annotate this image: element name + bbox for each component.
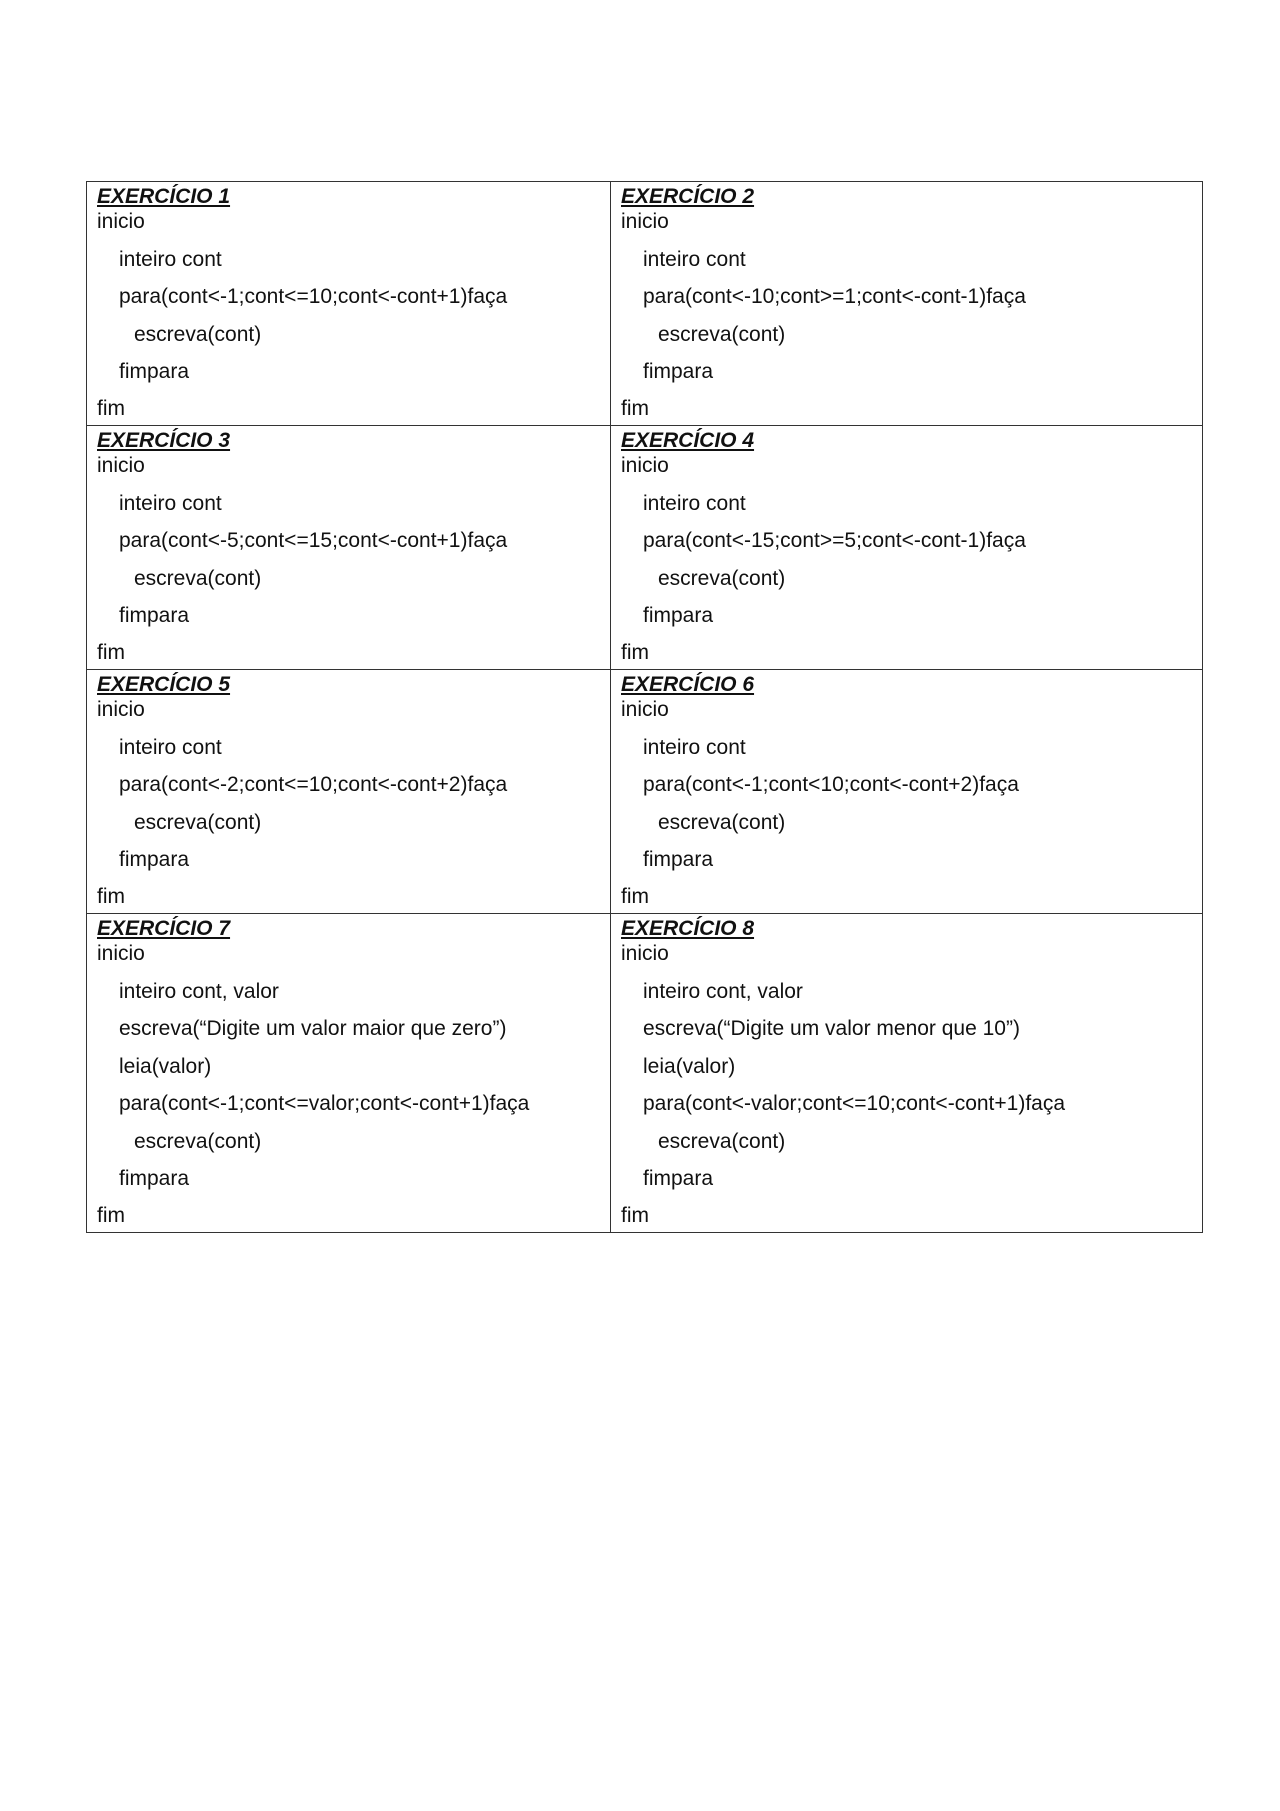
code-line: para(cont<-5;cont<=15;cont<-cont+1)faça (119, 529, 508, 552)
code-line: leia(valor) (119, 1054, 212, 1078)
exercise-cell-5 (87, 670, 611, 914)
exercise-title: EXERCÍCIO 3 (97, 429, 231, 452)
exercise-cell-2 (611, 182, 1203, 426)
code-line: para(cont<-valor;cont<=10;cont<-cont+1)faça (643, 1092, 1066, 1115)
code-line: para(cont<-1;cont<=valor;cont<-cont+1)faça (119, 1092, 530, 1115)
table-row (87, 182, 1203, 426)
code-line: inteiro cont (643, 491, 746, 515)
code-line: inteiro cont (119, 735, 222, 759)
exercise-table (86, 181, 1203, 1233)
exercise-title: EXERCÍCIO 2 (621, 185, 755, 208)
code-line: para(cont<-1;cont<=10;cont<-cont+1)faça (119, 285, 508, 308)
table-row (87, 426, 1203, 670)
code-line: leia(valor) (643, 1054, 736, 1078)
exercise-cell-1 (87, 182, 611, 426)
code-line: inicio (621, 454, 669, 477)
code-line: inicio (97, 210, 145, 233)
exercise-title: EXERCÍCIO 1 (97, 185, 231, 208)
code-line: fim (621, 397, 649, 420)
code-line: escreva(cont) (658, 810, 786, 834)
code-line: inteiro cont (119, 247, 222, 271)
exercise-title: EXERCÍCIO 8 (621, 917, 755, 940)
exercise-cell-8 (611, 914, 1203, 1233)
exercise-title: EXERCÍCIO 4 (621, 429, 755, 452)
code-line: para(cont<-1;cont<10;cont<-cont+2)faça (643, 773, 1019, 796)
code-line: inicio (97, 454, 145, 477)
code-line: fim (97, 885, 125, 908)
code-line: fimpara (643, 1167, 714, 1190)
code-line: inteiro cont, valor (119, 979, 279, 1003)
exercise-cell-6 (611, 670, 1203, 914)
code-line: fim (97, 397, 125, 420)
exercise-title: EXERCÍCIO 5 (97, 673, 231, 696)
code-line: fim (621, 641, 649, 664)
code-line: escreva(cont) (658, 566, 786, 590)
code-line: inteiro cont (119, 491, 222, 515)
exercise-title: EXERCÍCIO 7 (97, 917, 231, 940)
exercise-title: EXERCÍCIO 6 (621, 673, 755, 696)
exercise-cell-3 (87, 426, 611, 670)
code-line: inteiro cont (643, 247, 746, 271)
code-line: fimpara (643, 604, 714, 627)
code-line: inicio (621, 698, 669, 721)
code-line: inicio (97, 942, 145, 965)
code-line: fim (621, 885, 649, 908)
code-line: para(cont<-2;cont<=10;cont<-cont+2)faça (119, 773, 508, 796)
table-row (87, 914, 1203, 1233)
code-line: escreva(cont) (134, 566, 262, 590)
code-line: para(cont<-15;cont>=5;cont<-cont-1)faça (643, 529, 1026, 552)
code-line: fim (97, 1204, 125, 1227)
code-line: fim (621, 1204, 649, 1227)
code-line: fimpara (119, 1167, 190, 1190)
code-line: inicio (97, 698, 145, 721)
code-line: fimpara (119, 604, 190, 627)
code-line: fimpara (643, 360, 714, 383)
code-line: inteiro cont (643, 735, 746, 759)
code-line: escreva(cont) (658, 322, 786, 346)
code-line: fimpara (643, 848, 714, 871)
table-row (87, 670, 1203, 914)
code-line: para(cont<-10;cont>=1;cont<-cont-1)faça (643, 285, 1026, 308)
code-line: escreva(“Digite um valor maior que zero”) (119, 1017, 507, 1040)
code-line: inteiro cont, valor (643, 979, 803, 1003)
code-line: fimpara (119, 360, 190, 383)
code-line: escreva(cont) (134, 322, 262, 346)
code-line: inicio (621, 210, 669, 233)
code-line: inicio (621, 942, 669, 965)
exercise-cell-4 (611, 426, 1203, 670)
code-line: escreva(cont) (658, 1129, 786, 1153)
code-line: fimpara (119, 848, 190, 871)
code-line: escreva(cont) (134, 1129, 262, 1153)
code-line: escreva(“Digite um valor menor que 10”) (643, 1017, 1020, 1040)
code-line: fim (97, 641, 125, 664)
code-line: escreva(cont) (134, 810, 262, 834)
exercise-cell-7 (87, 914, 611, 1233)
